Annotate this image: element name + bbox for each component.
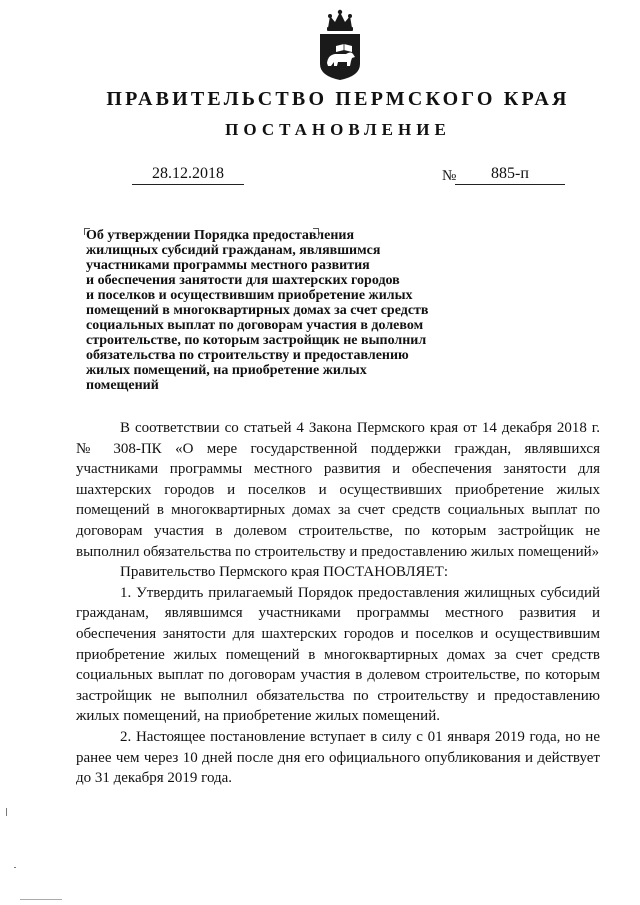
subject-line: помещений bbox=[86, 378, 159, 393]
subject-line: помещений в многоквартирных домах за счет средств bbox=[86, 303, 429, 318]
government-name: ПРАВИТЕЛЬСТВО ПЕРМСКОГО КРАЯ bbox=[106, 88, 570, 110]
scan-artifact bbox=[14, 867, 16, 868]
perm-krai-coat-of-arms-icon bbox=[316, 8, 364, 82]
preamble-paragraph: В соответствии со статьей 4 Закона Пермского края от 14 декабря 2018 г. № 308-ПК «О мере государственной поддержки граждан, являвшихся участниками программы местного развития и обеспечения занятости для шахтерских городов и поселков и осуществивших приобретение жилых помещений в многоквартирных домах за счет средств социальных выплат по договорам участия в долевом строительстве, по которым застройщик не выполнил обязательства по строительству и предоставлению жилых помещений» bbox=[76, 420, 600, 560]
subject-line: строительстве, по которым застройщик не выполнил bbox=[86, 333, 427, 348]
scan-artifact bbox=[6, 808, 7, 816]
document-type: ПОСТАНОВЛЕНИЕ bbox=[225, 120, 451, 139]
subject-line: жилых помещений, на приобретение жилых bbox=[86, 363, 367, 378]
scan-artifact bbox=[20, 899, 62, 900]
resolution-statement: Правительство Пермского края ПОСТАНОВЛЯЕТ: bbox=[120, 564, 449, 581]
subject-line: Об утверждении Порядка предоставления bbox=[86, 228, 355, 243]
subject-line: жилищных субсидий гражданам, являвшимся bbox=[86, 243, 381, 258]
subject-line: и обеспечения занятости для шахтерских городов bbox=[86, 273, 400, 288]
number-label: № bbox=[442, 168, 457, 184]
clause-1-paragraph: 1. Утвердить прилагаемый Порядок предоставления жилищных субсидий гражданам, являвшимся участниками программы местного развития и обеспечения занятости для шахтерских городов и поселков и осуществившим приобретение жилых помещений в многоквартирных домах за счет средств социальных выплат по договорам участия в долевом строительстве, по которым застройщик не выполнил обязательства по строительству и предоставлению жилых помещений, на приобретение жилых помещений. bbox=[76, 584, 600, 725]
subject-line: и поселков и осуществившим приобретение жилых bbox=[86, 288, 413, 303]
document-body bbox=[76, 418, 600, 789]
subject-line: социальных выплат по договорам участия в долевом bbox=[86, 318, 424, 333]
subject-line: участниками программы местного развития bbox=[86, 258, 370, 273]
clause-2-paragraph: 2. Настоящее постановление вступает в силу с 01 января 2019 года, но не ранее чем через 10 дней после дня его официального опубликования и действует до 31 декабря 2019 года. bbox=[76, 728, 600, 787]
document-number: 885-п bbox=[455, 164, 565, 185]
subject-line: обязательства по строительству и предоставлению bbox=[86, 348, 409, 363]
document-date: 28.12.2018 bbox=[132, 164, 244, 185]
document-subject bbox=[86, 228, 506, 393]
